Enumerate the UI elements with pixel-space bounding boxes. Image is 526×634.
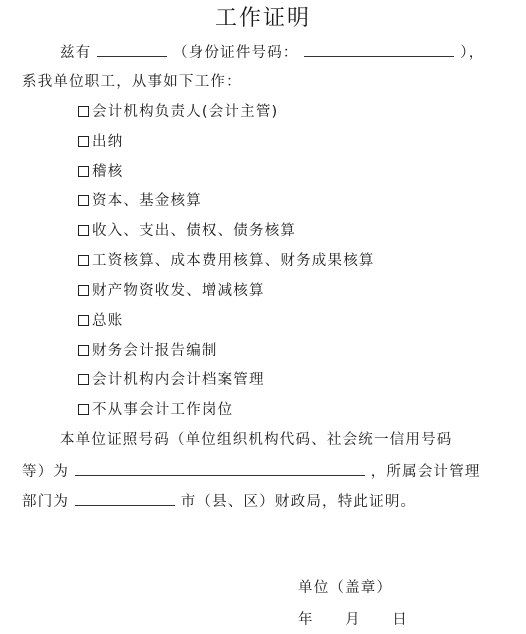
line-name-id (60, 40, 484, 64)
document-title: 工作证明 (214, 6, 311, 31)
unit-seal-label: 单位（盖章） (298, 580, 393, 596)
option-item[interactable] (78, 369, 265, 391)
option-item[interactable] (78, 250, 375, 272)
option-item[interactable] (78, 131, 123, 153)
license-para-line3 (22, 489, 416, 513)
option-item[interactable] (78, 280, 265, 302)
option-item[interactable] (78, 310, 123, 332)
id-suffix: ）， (460, 45, 485, 61)
license-para-line2 (22, 459, 481, 483)
option-label: 总账 (92, 313, 124, 329)
id-number-blank[interactable] (304, 40, 454, 57)
license-number-blank[interactable] (75, 459, 365, 476)
option-item[interactable] (78, 340, 218, 362)
work-intro-line: 系我单位职工，从事如下工作： (22, 74, 242, 90)
name-blank[interactable] (97, 40, 167, 57)
option-item[interactable] (78, 190, 202, 212)
option-label: 工资核算、成本费用核算、财务成果核算 (92, 253, 375, 269)
checkbox[interactable] (78, 195, 89, 206)
checkbox[interactable] (78, 345, 89, 356)
option-label: 财务会计报告编制 (92, 343, 218, 359)
id-label: （身份证件号码： (173, 45, 299, 61)
option-label: 会计机构负责人(会计主管) (92, 104, 279, 120)
option-item[interactable] (78, 220, 296, 242)
department-prefix: 部门为 (22, 494, 70, 510)
option-item[interactable] (78, 161, 123, 183)
option-item[interactable] (78, 399, 233, 421)
checkbox[interactable] (78, 374, 89, 385)
checkbox[interactable] (78, 106, 89, 117)
city-blank[interactable] (75, 489, 175, 506)
name-prefix: 兹有 (60, 45, 92, 61)
checkbox[interactable] (78, 285, 89, 296)
checkbox[interactable] (78, 225, 89, 236)
option-label: 不从事会计工作岗位 (92, 402, 234, 418)
option-label: 稽核 (92, 164, 124, 180)
option-label: 财产物资收发、增减核算 (92, 283, 265, 299)
checkbox[interactable] (78, 136, 89, 147)
checkbox[interactable] (78, 404, 89, 415)
checkbox[interactable] (78, 255, 89, 266)
license-prefix: 等）为 (22, 464, 70, 480)
license-suffix: ，所属会计管理 (370, 464, 481, 480)
license-para-line1: 本单位证照号码（单位组织机构代码、社会统一信用号码 (60, 432, 453, 448)
option-label: 会计机构内会计档案管理 (92, 372, 265, 388)
option-label: 资本、基金核算 (92, 193, 202, 209)
option-item[interactable] (78, 101, 278, 123)
option-label: 收入、支出、债权、债务核算 (92, 223, 297, 239)
option-label: 出纳 (92, 134, 124, 150)
date-line: 年 月 日 (298, 612, 408, 628)
checkbox[interactable] (78, 166, 89, 177)
department-suffix: 市（县、区）财政局，特此证明。 (180, 494, 417, 510)
checkbox[interactable] (78, 315, 89, 326)
